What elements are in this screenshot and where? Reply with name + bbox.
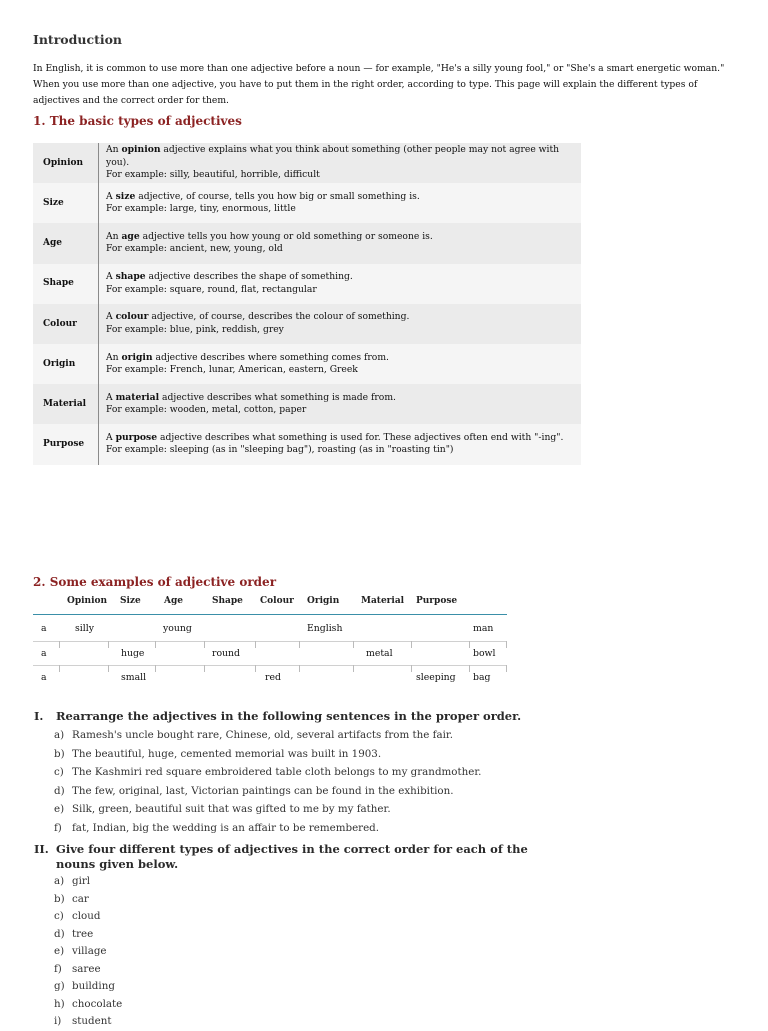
description-text: adjective explains what you think about something (other people may not agree with you).: [106, 144, 560, 168]
adjective-type-description: [99, 304, 582, 344]
column-tick: [155, 641, 156, 648]
exercise-item: [54, 745, 521, 764]
order-example-row: [33, 643, 507, 665]
order-cell-material: metal: [366, 648, 393, 659]
exercise-item-letter: f): [54, 821, 62, 834]
adjective-type-description: [99, 344, 582, 384]
order-cell-opinion: silly: [75, 623, 94, 634]
exercise-item: [54, 873, 528, 891]
exercise-item-text: girl: [72, 875, 91, 887]
order-column-header: Material: [361, 596, 405, 606]
description-line: [106, 231, 581, 244]
exercise-item-text: tree: [72, 927, 94, 940]
adjective-type-name: Size: [33, 183, 99, 223]
exercise-item-text: chocolate: [72, 997, 123, 1010]
exercise-item-letter: e): [54, 803, 65, 815]
description-keyword: material: [115, 391, 160, 403]
exercise-2: [34, 842, 528, 1031]
order-cell-age: young: [163, 623, 192, 634]
description-example: For example: large, tiny, enormous, little: [106, 203, 296, 215]
description-example: For example: square, round, flat, rectangular: [106, 283, 317, 295]
description-text: adjective describes the shape of something.: [145, 271, 353, 283]
column-tick: [353, 665, 354, 672]
exercise-item-text: Ramesh's uncle bought rare, Chinese, old, several artifacts from the fair.: [72, 729, 453, 741]
adjective-type-row: [33, 344, 581, 384]
adjective-type-description: [99, 424, 582, 464]
exercise-item-letter: b): [54, 747, 65, 760]
row-divider: [33, 665, 507, 666]
exercise-item: [54, 763, 521, 782]
order-cell-size: small: [121, 672, 147, 683]
column-tick: [59, 641, 60, 648]
order-cell-colour: red: [265, 672, 281, 683]
description-prefix: A: [106, 431, 116, 443]
description-example: For example: ancient, new, young, old: [106, 243, 283, 255]
section2-heading: 2. Some examples of adjective order: [33, 575, 277, 589]
order-cell-article: a: [41, 648, 47, 659]
exercise-item: [54, 943, 528, 961]
order-column-header: Age: [164, 596, 184, 606]
exercise-item: [54, 961, 528, 979]
description-keyword: purpose: [115, 431, 158, 443]
order-cell-article: a: [41, 623, 47, 634]
exercise-item: [54, 978, 528, 996]
adjective-type-name: Material: [33, 384, 99, 424]
description-keyword: size: [115, 190, 136, 202]
order-cell-shape: round: [212, 648, 240, 659]
description-text: adjective tells you how young or old something or someone is.: [139, 230, 433, 242]
order-cell-article: a: [41, 672, 47, 683]
exercise-item-letter: d): [54, 927, 65, 940]
exercise-2-instruction-line1: Give four different types of adjectives in the correct order for each of the: [56, 842, 528, 856]
order-column-header: Origin: [307, 596, 340, 606]
exercise-item-letter: g): [54, 980, 65, 992]
adjective-type-name: Origin: [33, 344, 99, 384]
description-prefix: An: [106, 144, 122, 156]
description-prefix: An: [106, 230, 122, 242]
exercise-item: [54, 726, 521, 745]
column-tick: [506, 641, 507, 648]
exercise-item: [54, 782, 521, 801]
column-tick: [108, 665, 109, 672]
exercise-2-numeral: II.: [34, 842, 49, 856]
order-example-row: [33, 618, 507, 640]
adjective-type-row: [33, 183, 581, 223]
adjective-types-table: [33, 143, 581, 465]
exercise-item-text: building: [72, 980, 115, 992]
exercise-2-instruction-line2: nouns given below.: [56, 856, 179, 871]
adjective-type-description: [99, 143, 582, 183]
description-example: For example: French, lunar, American, eastern, Greek: [106, 364, 358, 376]
adjective-type-row: [33, 223, 581, 263]
exercise-item: [54, 926, 528, 944]
column-tick: [204, 641, 205, 648]
order-cell-noun: bowl: [473, 648, 496, 659]
adjective-type-row: [33, 304, 581, 344]
exercise-item-text: cloud: [72, 910, 101, 922]
column-tick: [155, 665, 156, 672]
exercise-item: [54, 908, 528, 926]
exercise-item-letter: b): [54, 892, 65, 905]
column-tick: [108, 641, 109, 648]
description-text: adjective, of course, tells you how big or small something is.: [135, 190, 420, 202]
column-tick: [204, 665, 205, 672]
description-example: For example: wooden, metal, cotton, paper: [106, 404, 307, 416]
order-cell-size: huge: [121, 648, 145, 659]
adjective-type-description: [99, 264, 582, 304]
order-column-header: Opinion: [67, 596, 108, 606]
description-keyword: origin: [121, 351, 153, 363]
order-column-header: Size: [120, 596, 141, 606]
description-prefix: An: [106, 351, 122, 363]
adjective-type-name: Colour: [33, 304, 99, 344]
exercise-item-text: The beautiful, huge, cemented memorial was built in 1903.: [72, 747, 382, 760]
description-line: [106, 144, 581, 169]
description-text: adjective describes what something is used for. These adjectives often end with "-ing".: [157, 431, 564, 443]
exercise-item-letter: e): [54, 945, 65, 957]
order-cell-noun: bag: [473, 672, 491, 683]
column-tick: [59, 665, 60, 672]
adjective-type-description: [99, 183, 582, 223]
exercise-item-letter: c): [54, 910, 64, 922]
description-prefix: A: [106, 190, 116, 202]
column-tick: [411, 641, 412, 648]
description-prefix: A: [106, 311, 116, 323]
exercise-item-letter: a): [54, 875, 65, 887]
description-line: [106, 352, 581, 365]
description-line: [106, 392, 581, 405]
exercise-item-text: The Kashmiri red square embroidered table cloth belongs to my grandmother.: [72, 766, 482, 778]
exercise-item-text: fat, Indian, big the wedding is an affair to be remembered.: [72, 821, 380, 834]
exercise-item-text: car: [72, 892, 89, 905]
exercise-item: [54, 800, 521, 819]
adjective-type-name: Opinion: [33, 143, 99, 183]
order-cell-noun: man: [473, 623, 494, 634]
order-example-row: [33, 667, 507, 689]
description-text: adjective describes where something comes from.: [152, 351, 389, 363]
exercise-item-text: The few, original, last, Victorian paintings can be found in the exhibition.: [72, 784, 454, 797]
intro-heading: Introduction: [33, 32, 123, 47]
adjective-type-name: Age: [33, 223, 99, 263]
description-line: [106, 432, 581, 445]
exercise-item-letter: h): [54, 997, 65, 1010]
description-line: [106, 191, 581, 204]
description-keyword: opinion: [121, 144, 161, 156]
adjective-type-row: [33, 384, 581, 424]
column-tick: [255, 641, 256, 648]
description-example: For example: silly, beautiful, horrible, difficult: [106, 169, 320, 181]
adjective-type-name: Purpose: [33, 424, 99, 464]
exercise-item-letter: f): [54, 962, 62, 975]
adjective-type-row: [33, 424, 581, 464]
exercise-item-text: Silk, green, beautiful suit that was gifted to me by my father.: [72, 803, 391, 815]
column-tick: [411, 665, 412, 672]
description-text: adjective, of course, describes the colour of something.: [148, 311, 410, 323]
exercise-1: [34, 709, 521, 837]
exercise-item-letter: c): [54, 766, 64, 778]
exercise-item-text: saree: [72, 962, 101, 975]
description-keyword: shape: [115, 271, 146, 283]
column-tick: [353, 641, 354, 648]
exercise-item-letter: d): [54, 784, 65, 797]
exercise-1-numeral: I.: [34, 709, 44, 723]
description-line: [106, 271, 581, 284]
intro-paragraph: In English, it is common to use more than one adjective before a noun — for example, "He's a silly young fool," or "She's a smart energetic woman." When you use more than one adjective, you have to put them in the right order, according to type. This page will explain the different types of adjectives and the correct order for them.: [33, 63, 725, 106]
exercise-item: [54, 819, 521, 838]
order-column-header: Colour: [260, 596, 294, 606]
column-tick: [299, 641, 300, 648]
exercise-item-text: village: [72, 945, 107, 957]
description-line: [106, 311, 581, 324]
description-example: For example: blue, pink, reddish, grey: [106, 323, 284, 335]
description-example: For example: sleeping (as in "sleeping bag"), roasting (as in "roasting tin"): [106, 444, 454, 456]
exercise-1-instruction: Rearrange the adjectives in the following sentences in the proper order.: [56, 709, 522, 723]
description-prefix: A: [106, 391, 116, 403]
description-prefix: A: [106, 271, 116, 283]
exercise-2-title: [34, 842, 528, 871]
column-tick: [469, 665, 470, 672]
order-column-header: Shape: [212, 596, 243, 606]
adjective-type-row: [33, 143, 581, 183]
column-tick: [506, 665, 507, 672]
adjective-type-row: [33, 264, 581, 304]
column-tick: [299, 665, 300, 672]
exercise-1-title: [34, 709, 521, 723]
order-table-header-rule: [33, 614, 507, 615]
adjective-type-description: [99, 223, 582, 263]
exercise-item: [54, 1013, 528, 1031]
exercise-item: [54, 891, 528, 909]
order-column-header: Purpose: [416, 596, 458, 606]
order-cell-purpose: sleeping: [416, 672, 456, 683]
adjective-type-name: Shape: [33, 264, 99, 304]
description-keyword: colour: [115, 311, 149, 323]
exercise-item: [54, 996, 528, 1014]
exercise-item-text: student: [72, 1015, 112, 1027]
description-text: adjective describes what something is made from.: [159, 391, 396, 403]
column-tick: [469, 641, 470, 648]
section1-heading: 1. The basic types of adjectives: [33, 114, 242, 128]
exercise-item-letter: a): [54, 729, 65, 741]
exercise-item-letter: i): [54, 1015, 62, 1027]
adjective-type-description: [99, 384, 582, 424]
row-divider: [33, 641, 507, 642]
description-keyword: age: [121, 230, 140, 242]
column-tick: [255, 665, 256, 672]
order-cell-origin: English: [307, 623, 343, 634]
